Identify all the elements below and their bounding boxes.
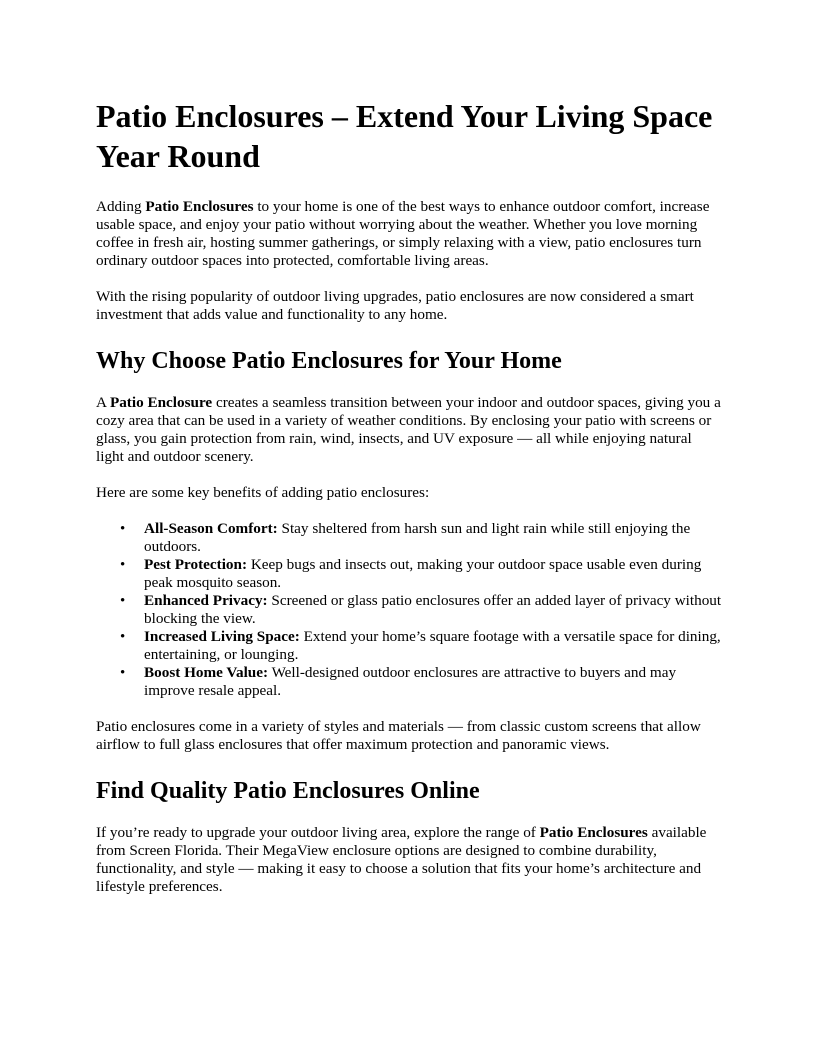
benefit-text: Well-designed outdoor enclosures are attractive to buyers and may improve resale appeal. [144,664,677,699]
bullet-icon: • [120,629,126,645]
list-item [120,556,722,592]
section2-p1-bold: Patio Enclosures [539,824,648,841]
list-item [120,628,722,664]
page-title: Patio Enclosures – Extend Your Living Space Year Round [96,98,713,174]
section1-paragraph-2: Here are some key benefits of adding patio enclosures: [96,484,430,501]
intro-paragraph-1 [96,198,722,270]
intro-p1-suffix: to your home is one of the best ways to enhance outdoor comfort, increase usable space, and enjoy your patio without worrying about the weather. Whether you love morning coffee in fresh air, hosting summer gatherings, or simply relaxing with a view, patio enclosures turn ordinary outdoor spaces into protected, comfortable living areas. [96,198,710,269]
benefit-label: Boost Home Value: [144,664,269,681]
intro-p1-prefix: Adding [96,198,146,215]
benefit-text: Stay sheltered from harsh sun and light rain while still enjoying the outdoors. [144,520,691,555]
benefit-label: All-Season Comfort: [144,520,278,537]
benefit-label: Increased Living Space: [144,628,300,645]
benefits-list [96,520,722,700]
section-heading-why-choose: Why Choose Patio Enclosures for Your Home [96,348,562,374]
section1-p1-bold: Patio Enclosure [109,394,213,411]
benefit-text: Keep bugs and insects out, making your outdoor space usable even during peak mosquito season. [144,556,702,591]
section2-p1-suffix: available from Screen Florida. Their MegaView enclosure options are designed to combine durability, functionality, and style — making it easy to choose a solution that fits your home’s architecture and lifestyle preferences. [96,824,707,895]
list-item [120,520,722,556]
benefit-text: Screened or glass patio enclosures offer an added layer of privacy without blocking the view. [144,592,722,627]
list-item [120,664,722,700]
list-item [120,592,722,628]
section2-p1-prefix: If you’re ready to upgrade your outdoor living area, explore the range of [96,824,540,841]
document-page [96,96,722,914]
benefit-label: Enhanced Privacy: [144,592,268,609]
intro-p1-bold: Patio Enclosures [145,198,254,215]
bullet-icon: • [120,521,126,537]
section1-paragraph-3: Patio enclosures come in a variety of styles and materials — from classic custom screens that allow airflow to full glass enclosures that offer maximum protection and panoramic views. [96,718,701,753]
benefit-text: Extend your home’s square footage with a versatile space for dining, entertaining, or lounging. [144,628,721,663]
section2-paragraph-1 [96,824,722,896]
bullet-icon: • [120,557,126,573]
section-heading-find-quality: Find Quality Patio Enclosures Online [96,778,480,804]
benefit-label: Pest Protection: [144,556,248,573]
intro-paragraph-2: With the rising popularity of outdoor living upgrades, patio enclosures are now considered a smart investment that adds value and functionality to any home. [96,288,694,323]
section1-p1-suffix: creates a seamless transition between your indoor and outdoor spaces, giving you a cozy area that can be used in a variety of weather conditions. By enclosing your patio with screens or glass, you gain protection from rain, wind, insects, and UV exposure — all while enjoying natural light and outdoor scenery. [96,394,721,465]
section1-paragraph-1 [96,394,722,466]
bullet-icon: • [120,665,126,681]
section1-p1-prefix: A [96,394,110,411]
bullet-icon: • [120,593,126,609]
